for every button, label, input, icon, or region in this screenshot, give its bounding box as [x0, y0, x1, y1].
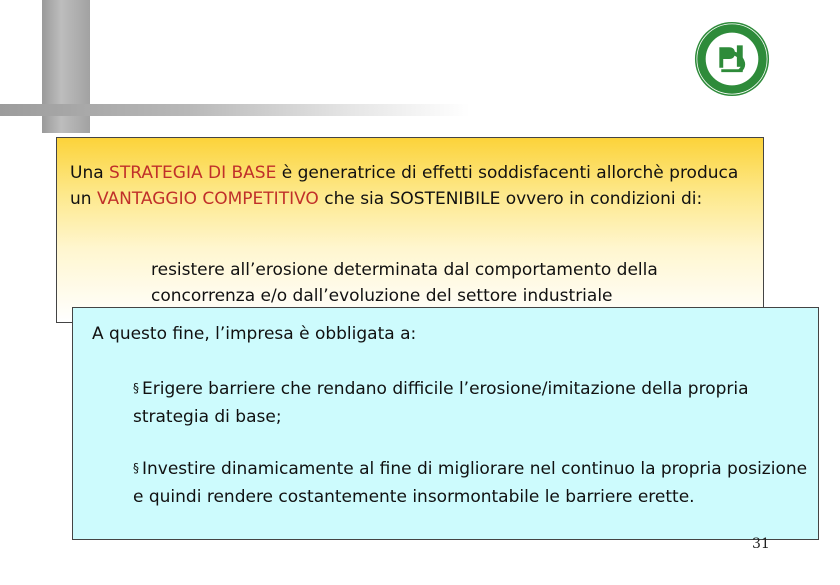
- bullet-item: [133, 454, 813, 511]
- strategy-definition-box: [56, 137, 764, 323]
- obligations-box: [72, 307, 819, 540]
- sustainability-condition-text: resistere all’erosione determinata dal comportamento della concorrenza e/o dall’evoluzione del settore industriale: [151, 260, 658, 306]
- bullet-text: Erigere barriere che rendano difficile l’erosione/imitazione della propria strategia di base;: [133, 379, 749, 427]
- term-strategia-di-base: STRATEGIA DI BASE: [109, 163, 277, 183]
- bullet-item: [133, 374, 813, 431]
- strategy-definition-text: Una STRATEGIA DI BASE è generatrice di effetti soddisfacenti allorchè produca un VANTAGGIO COMPETITIVO che sia SOSTENIBILE ovvero in condizioni di:: [70, 163, 739, 209]
- bullet-text: Investire dinamicamente al fine di migliorare nel continuo la propria posizione e quindi rendere costantemente insormontabile le barriere erette.: [133, 459, 808, 507]
- bullet-icon: §: [133, 381, 139, 395]
- page-number: 31: [752, 536, 770, 552]
- department-logo: [693, 20, 771, 98]
- decorative-horizontal-line: [0, 104, 470, 116]
- term-vantaggio-competitivo: VANTAGGIO COMPETITIVO: [96, 189, 319, 209]
- bullet-icon: §: [133, 461, 139, 475]
- obligations-heading: A questo fine, l’impresa è obbligata a:: [92, 324, 417, 344]
